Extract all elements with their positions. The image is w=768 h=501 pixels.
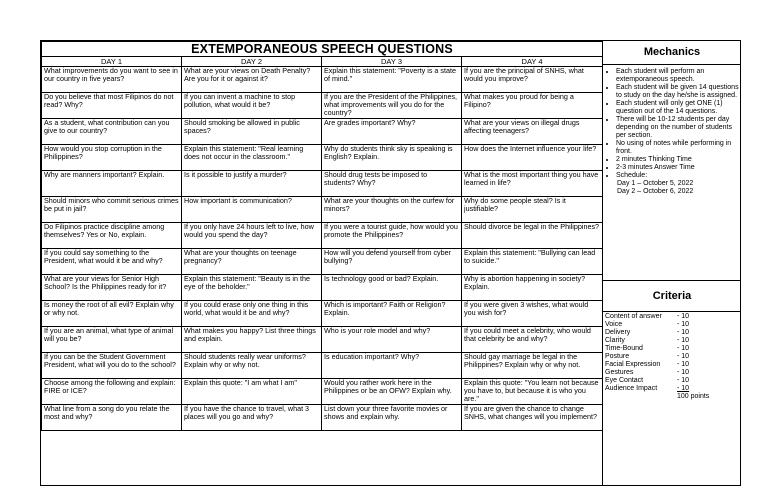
question-cell: How will you defend yourself from cyber bullying? bbox=[322, 249, 462, 275]
question-cell: If you are the President of the Philippines, what improvements will you do for the country? bbox=[322, 93, 462, 119]
table-row bbox=[42, 145, 603, 171]
table-row bbox=[42, 223, 603, 249]
table-row bbox=[42, 275, 603, 301]
question-cell: If you only have 24 hours left to live, how would you spend the day? bbox=[182, 223, 322, 249]
day-header-row bbox=[42, 57, 603, 67]
question-cell: Who is your role model and why? bbox=[322, 327, 462, 353]
question-cell: What are your views for Senior High School? Is the Philippines ready for it? bbox=[42, 275, 182, 301]
table-row bbox=[42, 67, 603, 93]
question-cell: If you could say something to the President, what would it be and why? bbox=[42, 249, 182, 275]
question-cell: Do Filipinos practice discipline among themselves? Yes or No, explain. bbox=[42, 223, 182, 249]
table-row bbox=[42, 249, 603, 275]
mechanics-item: • There will be 10-12 students per day depending on the number of students per section. bbox=[616, 116, 739, 140]
criteria-name: Facial Expression bbox=[605, 361, 661, 368]
question-cell: If you have the chance to travel, what 3 places will you go and why? bbox=[182, 405, 322, 431]
criteria-row bbox=[605, 329, 739, 337]
criteria-row bbox=[605, 369, 739, 377]
question-cell: Is it possible to justify a murder? bbox=[182, 171, 322, 197]
question-cell: Why are manners important? Explain. bbox=[42, 171, 182, 197]
day-header-1: DAY 1 bbox=[42, 57, 182, 67]
question-cell: If you were a tourist guide, how would you promote the Philippines? bbox=[322, 223, 462, 249]
criteria-name: Voice bbox=[605, 321, 623, 328]
criteria-name: Gestures bbox=[605, 369, 634, 376]
question-cell: Explain this quote: "I am what I am" bbox=[182, 379, 322, 405]
question-cell: What are your views on illegal drugs affecting teenagers? bbox=[462, 119, 603, 145]
question-cell: If you could erase only one thing in this world, what would it be and why? bbox=[182, 301, 322, 327]
question-cell: How would you stop corruption in the Philippines? bbox=[42, 145, 182, 171]
question-cell: If you are the principal of SNHS, what would you improve? bbox=[462, 67, 603, 93]
schedule-item: Day 2 – October 6, 2022 bbox=[617, 188, 694, 195]
day-header-2: DAY 2 bbox=[182, 57, 322, 67]
schedule-list bbox=[605, 180, 739, 196]
mechanics-heading: Mechanics bbox=[603, 41, 741, 65]
question-cell: If you are an animal, what type of animal will you be? bbox=[42, 327, 182, 353]
mechanics-item: • Each student will perform an extemporaneous speech. bbox=[616, 68, 739, 84]
question-cell: If you were given 3 wishes, what would you wish for? bbox=[462, 301, 603, 327]
mechanics-item: • Schedule: bbox=[616, 172, 739, 180]
question-cell: Why do students think sky is speaking is English? Explain. bbox=[322, 145, 462, 171]
question-cell: Should divorce be legal in the Philippines? bbox=[462, 223, 603, 249]
table-row bbox=[42, 327, 603, 353]
mechanics-item: • Each student will be given 14 questions to study on the day he/she is assigned. bbox=[616, 84, 739, 100]
document-sheet bbox=[40, 40, 741, 486]
mechanics-section bbox=[603, 65, 741, 281]
question-cell: Which is important? Faith or Religion? Explain. bbox=[322, 301, 462, 327]
question-cell: What are your thoughts on the curfew for minors? bbox=[322, 197, 462, 223]
criteria-row bbox=[605, 385, 739, 393]
question-cell: Explain this statement: "Bullying can lead to suicide." bbox=[462, 249, 603, 275]
question-cell: If you can be the Student Government President, what will you do to the school? bbox=[42, 353, 182, 379]
question-cell: What makes you happy? List three things and explain. bbox=[182, 327, 322, 353]
criteria-row bbox=[605, 377, 739, 385]
criteria-name: Eye Contact bbox=[605, 377, 644, 384]
question-cell: Would you rather work here in the Philippines or be an OFW? Explain why. bbox=[322, 379, 462, 405]
question-cell: Choose among the following and explain: FIRE or ICE? bbox=[42, 379, 182, 405]
question-cell: Should students really wear uniforms? Explain why or why not. bbox=[182, 353, 322, 379]
question-cell: Explain this statement: "Poverty is a state of mind." bbox=[322, 67, 462, 93]
mechanics-item: • Each student will only get ONE (1) question out of the 14 questions. bbox=[616, 100, 739, 116]
criteria-score: - 10 bbox=[677, 337, 690, 344]
question-cell: What is the most important thing you have learned in life? bbox=[462, 171, 603, 197]
criteria-name: Clarity bbox=[605, 337, 625, 344]
criteria-score: - 10 bbox=[677, 353, 690, 360]
questions-table bbox=[41, 41, 603, 431]
question-cell: List down your three favorite movies or shows and explain why. bbox=[322, 405, 462, 431]
question-cell: Explain this quote: "You learn not because you have to, but because it is who you are." bbox=[462, 379, 603, 405]
table-row bbox=[42, 171, 603, 197]
question-cell: Should gay marriage be legal in the Philippines? Explain why or why not. bbox=[462, 353, 603, 379]
table-row bbox=[42, 353, 603, 379]
question-cell: Explain this statement: "Real learning does not occur in the classroom." bbox=[182, 145, 322, 171]
criteria-row bbox=[605, 313, 739, 321]
question-cell: Why do some people steal? Is it justifiable? bbox=[462, 197, 603, 223]
question-cell: How does the Internet influence your life? bbox=[462, 145, 603, 171]
question-cell: If you can invent a machine to stop pollution, what would it be? bbox=[182, 93, 322, 119]
question-cell: Is education important? Why? bbox=[322, 353, 462, 379]
question-cell: Should smoking be allowed in public spaces? bbox=[182, 119, 322, 145]
criteria-list bbox=[603, 312, 741, 402]
criteria-score: - 10 bbox=[677, 369, 690, 376]
day-header-4: DAY 4 bbox=[462, 57, 603, 67]
question-cell: What line from a song do you relate the most and why? bbox=[42, 405, 182, 431]
criteria-score: - 10 bbox=[677, 329, 690, 336]
mechanics-item: • 2-3 minutes Answer Time bbox=[616, 164, 739, 172]
schedule-item: Day 1 – October 5, 2022 bbox=[617, 180, 694, 187]
question-cell: What are your thoughts on teenage pregnancy? bbox=[182, 249, 322, 275]
criteria-heading: Criteria bbox=[603, 281, 741, 312]
table-row bbox=[42, 119, 603, 145]
criteria-score: - 10 bbox=[677, 385, 690, 392]
table-row bbox=[42, 301, 603, 327]
day-header-3: DAY 3 bbox=[322, 57, 462, 67]
questions-body bbox=[42, 67, 603, 431]
question-cell: Is money the root of all evil? Explain why or why not. bbox=[42, 301, 182, 327]
table-row bbox=[42, 93, 603, 119]
table-row bbox=[42, 379, 603, 405]
criteria-row bbox=[605, 345, 739, 353]
criteria-total: 100 points bbox=[677, 393, 710, 400]
question-cell: Should minors who commit serious crimes be put in jail? bbox=[42, 197, 182, 223]
question-cell: Do you believe that most Filipinos do not read? Why? bbox=[42, 93, 182, 119]
criteria-name: Audience Impact bbox=[605, 385, 658, 392]
criteria-row bbox=[605, 353, 739, 361]
criteria-name: Time-Bound bbox=[605, 345, 643, 352]
question-cell: How important is communication? bbox=[182, 197, 322, 223]
criteria-row bbox=[605, 361, 739, 369]
mechanics-item: • No using of notes while performing in front. bbox=[616, 140, 739, 156]
criteria-row bbox=[605, 321, 739, 329]
question-cell: If you are given the chance to change SNHS, what changes will you implement? bbox=[462, 405, 603, 431]
side-panel bbox=[602, 41, 741, 485]
criteria-score: - 10 bbox=[677, 313, 690, 320]
mechanics-list bbox=[605, 68, 739, 180]
question-cell: Explain this statement: "Beauty is in the eye of the beholder." bbox=[182, 275, 322, 301]
table-row bbox=[42, 197, 603, 223]
mechanics-item: • 2 minutes Thinking Time bbox=[616, 156, 739, 164]
criteria-row bbox=[605, 337, 739, 345]
question-cell: What improvements do you want to see in our country in five years? bbox=[42, 67, 182, 93]
question-cell: Are grades important? Why? bbox=[322, 119, 462, 145]
question-cell: If you could meet a celebrity, who would that celebrity be and why? bbox=[462, 327, 603, 353]
table-row bbox=[42, 405, 603, 431]
question-cell: Should drug tests be imposed to students? Why? bbox=[322, 171, 462, 197]
question-cell: Why is abortion happening in society? Explain. bbox=[462, 275, 603, 301]
criteria-name: Content of answer bbox=[605, 313, 662, 320]
question-cell: What makes you proud for being a Filipino? bbox=[462, 93, 603, 119]
criteria-name: Delivery bbox=[605, 329, 631, 336]
criteria-score: - 10 bbox=[677, 361, 690, 368]
page-title: EXTEMPORANEOUS SPEECH QUESTIONS bbox=[42, 42, 603, 57]
criteria-score: - 10 bbox=[677, 345, 690, 352]
question-cell: As a student, what contribution can you give to our country? bbox=[42, 119, 182, 145]
criteria-name: Posture bbox=[605, 353, 630, 360]
question-cell: Is technology good or bad? Explain. bbox=[322, 275, 462, 301]
criteria-score: - 10 bbox=[677, 377, 690, 384]
question-cell: What are your views on Death Penalty? Are you for it or against it? bbox=[182, 67, 322, 93]
criteria-score: - 10 bbox=[677, 321, 690, 328]
